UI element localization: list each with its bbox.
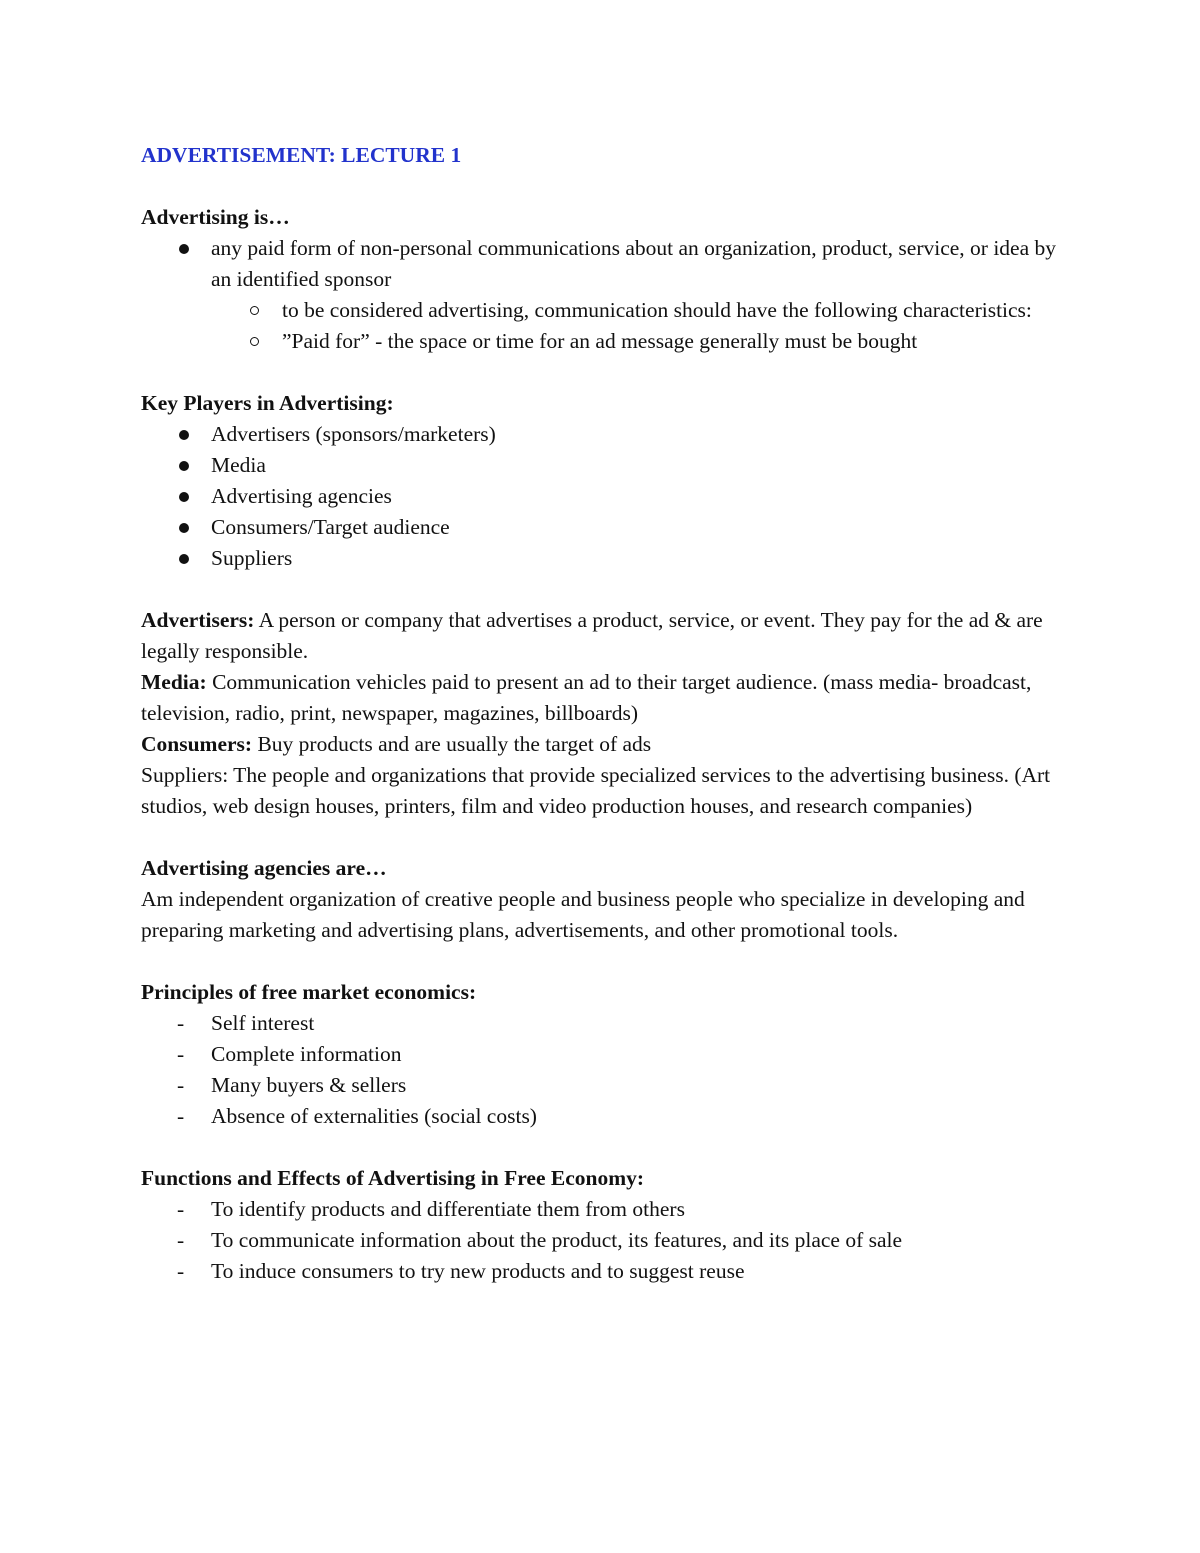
term-label: Advertisers: [141,608,255,632]
dash-marker: - [177,1042,185,1066]
list-item [141,1225,1071,1256]
list-item [141,295,1071,326]
list-item-text: Consumers/Target audience [211,515,450,539]
list-item [141,326,1071,357]
list-item [141,1256,1071,1287]
list-item-text: Absence of externalities (social costs) [211,1104,537,1128]
spacer [141,171,1071,202]
list-item-text: Advertisers (sponsors/marketers) [211,422,496,446]
list-item-text: any paid form of non-personal communications about an organization, product, service, or idea by an identified sponsor [211,236,1057,291]
spacer [141,1132,1071,1163]
spacer [141,357,1071,388]
list-item [141,1039,1071,1070]
bullet-icon [179,244,189,254]
document-page [141,140,1071,1287]
section-heading-agencies: Advertising agencies are… [141,856,387,880]
circle-bullet-icon [250,306,259,315]
list-item-text: Media [211,453,266,477]
circle-bullet-icon [250,337,259,346]
list-item-text: Advertising agencies [211,484,392,508]
list-item-text: To induce consumers to try new products and to suggest reuse [211,1259,745,1283]
dash-marker: - [177,1197,185,1221]
section-heading-functions: Functions and Effects of Advertising in Free Economy: [141,1166,645,1190]
spacer [141,946,1071,977]
bullet-icon [179,461,189,471]
sub-bullet-list [141,295,1071,357]
list-item [141,1194,1071,1225]
section-heading-principles: Principles of free market economics: [141,980,477,1004]
list-item [141,512,1071,543]
bullet-icon [179,554,189,564]
list-item [141,419,1071,450]
list-item [141,233,1071,295]
dash-list [141,1008,1071,1132]
list-item [141,481,1071,512]
term-label: Consumers: [141,732,253,756]
section-heading-key-players: Key Players in Advertising: [141,391,394,415]
bullet-icon [179,430,189,440]
list-item [141,543,1071,574]
list-item-text: To identify products and differentiate them from others [211,1197,685,1221]
list-item [141,450,1071,481]
term-label: Media: [141,670,207,694]
dash-marker: - [177,1259,185,1283]
list-item-text: Self interest [211,1011,315,1035]
list-item-text: Many buyers & sellers [211,1073,407,1097]
list-item [141,1008,1071,1039]
definition-consumers [141,729,1071,760]
bullet-icon [179,492,189,502]
bullet-list [141,233,1071,295]
spacer [141,574,1071,605]
agencies-paragraph: Am independent organization of creative people and business people who specialize in developing and preparing marketing and advertising plans, advertisements, and other promotional tools. [141,887,1025,942]
dash-marker: - [177,1011,185,1035]
list-item-text: Suppliers [211,546,293,570]
definition-advertisers [141,605,1071,667]
bullet-icon [179,523,189,533]
definition-text: Buy products and are usually the target of ads [252,732,652,756]
dash-marker: - [177,1104,185,1128]
list-item [141,1101,1071,1132]
dash-list [141,1194,1071,1287]
definition-text: Communication vehicles paid to present an ad to their target audience. (mass media- broadcast, television, radio, print, newspaper, magazines, billboards) [141,670,1032,725]
list-item-text: ”Paid for” - the space or time for an ad message generally must be bought [282,329,918,353]
list-item-text: to be considered advertising, communication should have the following characteristics: [282,298,1032,322]
list-item-text: Complete information [211,1042,402,1066]
list-item [141,1070,1071,1101]
section-heading-advertising-is: Advertising is… [141,205,290,229]
document-title: ADVERTISEMENT: LECTURE 1 [141,143,462,167]
dash-marker: - [177,1073,185,1097]
bullet-list [141,419,1071,574]
spacer [141,822,1071,853]
definition-suppliers: Suppliers: The people and organizations that provide specialized services to the advertising business. (Art studios, web design houses, printers, film and video production houses, and research companies) [141,763,1051,818]
definition-media [141,667,1071,729]
list-item-text: To communicate information about the product, its features, and its place of sale [211,1228,903,1252]
definition-text: A person or company that advertises a product, service, or event. They pay for the ad & are legally responsible. [141,608,1043,663]
dash-marker: - [177,1228,185,1252]
